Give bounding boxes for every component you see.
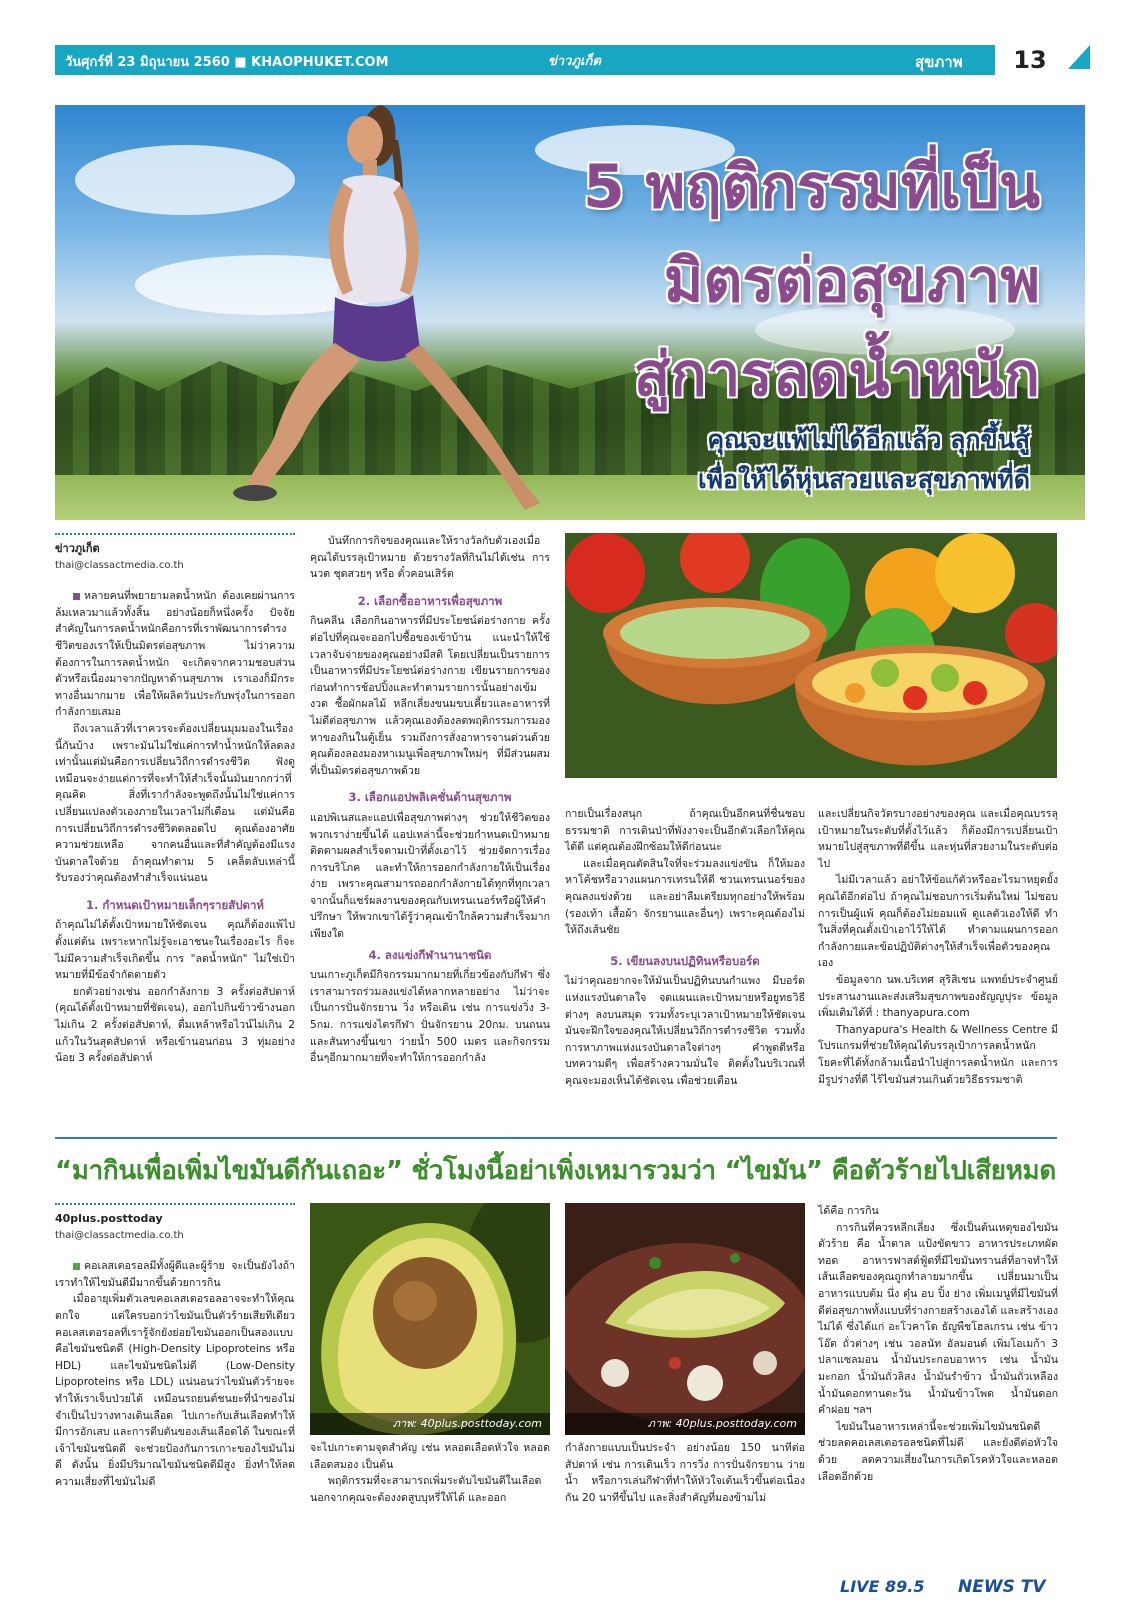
paragraph: ได้คือ การกิน [818,1205,879,1217]
hero-subtitle-line: คุณจะแพ้ไม่ได้อีกแล้ว ลุกขึ้นสู้ [707,425,1030,454]
salad-fruit-photo [565,533,1057,778]
article1-column-2 [310,533,550,1067]
section-name: สุขภาพ [915,53,963,71]
paragraph: Thanyapura's Health & Wellness Centre มีโปรแกรมที่ช่วยให้คุณได้บรรลุเป้าการลดน้ำหนัก โยคะที่ได้ทั้งกล้ามเนื้อนำไปสู่การลดน้ำหนัก และการมีรูปร่างที่ดี ไร้ไขมันส่วนเกินด้วยวิธีธรรมชาติ [818,1023,1058,1086]
avocado-photo [310,1203,550,1435]
live-radio-logo: LIVE 89.5 [840,1577,925,1596]
byline-email[interactable]: thai@classactmedia.co.th [55,559,184,571]
article1-column-3 [565,806,805,1090]
hero-title [480,140,1040,422]
hero-subtitle [575,420,1030,500]
paragraph: กินคลีน เลือกกินอาหารที่มีประโยชน์ต่อร่างกาย ครั้งต่อไปที่คุณจะออกไปซื้อของเข้าบ้าน แนะนำให้ใช้เวลาจับจ่ายของคุณอย่างมีสติ โดยเปลี่ยนเป็นรายการเป็นอาหารที่มีประโยชน์ต่อร่างกาย เขียนรายการของก่อนทำการช้อปปิ้งและทำตามรายการนั้นอย่างเข้มงวด ซื้อผักผลไม้ หลีกเลี่ยงขนมขบเคี้ยวและอาหารที่ไม่ดีต่อสุขภาพ แล้วคุณเองต้องลดพฤติกรรมการมองหาของกินในตู้เย็น รวมถึงการสั่งอาหารจานด่วนด้วย คุณต้องลองมองหาเมนูเพื่อสุขภาพใหม่ๆ ที่มีส่วนผสมที่เป็นมิตรต่อสุขภาพด้วย [310,615,550,777]
subheading: 5. เขียนลงบนปฏิทินหรือบอร์ด [610,953,760,968]
paragraph: และเมื่อคุณตัดสินใจที่จะร่วมลงแข่งขัน ก็ให้มองหาโค้ชหรือวางแผนการเทรนให้ดี ชวนเทรนเนอร์ของคุณลงแข่งด้วย และอย่าลืมเตรียมทุกอย่างให้พร้อม (รองเท้า เสื้อผ้า จักรยานและอื่นๆ) เพราะคุณต้องไม่ให้ถึงเส้นชัย [565,857,805,937]
section-divider [55,1137,1057,1139]
bullet-square-icon [73,593,80,600]
dish-illustration [565,1203,805,1435]
paragraph: หลายคนที่พยายามลดน้ำหนัก ต้องเคยผ่านการล้มเหลวมาแล้วทั้งสิ้น อย่างน้อยก็หนึ่งครั้ง ปัจจัยสำคัญในการลดน้ำหนักคือการที่เราพัฒนาการดำรงชีวิตของเราให้เป็นมิตรต่อสุขภาพ ไม่ว่าความต้องการในการลดน้ำหนัก จะเกิดจากความชอบส่วนตัวหรือเนื่องมาจากปัญหาด้านสุขภาพ เราเองก็มีกระทางอื่นมากมาย เพื่อให้ผลิตวันประกับพรุ่งในการออกกำลังกายเสมอ [55,590,295,719]
salad-bowls-illustration [565,533,1057,778]
header-bar [55,45,1065,75]
news-tv-logo: NEWS TV [958,1577,1046,1597]
paragraph: แอปพิเนสและแอปเพื่อสุขภาพต่างๆ ช่วยให้ชีวิตของพวกเราง่ายขึ้นได้ แอปเหล่านี้จะช่วยกำหนดเป้าหมาย ติดตามผลสำเร็จตามเป้าที่ตั้งเอาไว้ ช่วยจัดการเรื่องการบริโภค และทำให้การออกกำลังกายให้เป็นเรื่องง่าย เพราะคุณสามารถออกกำลังกายได้ทุกที่ทุกเวลา จากนั้นก็แชร์ผลงานของคุณกับเทรนเนอร์หรือผู้ให้คำปรึกษา ให้พวกเขาได้รู้ว่าคุณเข้าใกล้ความสำเร็จมากเพียงใด [310,811,550,941]
page-number: 13 [995,45,1065,75]
issue-date: วันศุกร์ที่ 23 มิถุนายน 2560 ■ KHAOPHUKET.COM [65,55,389,70]
paragraph: กายเป็นเรื่องสนุก ถ้าคุณเป็นอีกคนที่ชื่นชอบธรรมชาติ การเดินป่าที่พังงาจะเป็นอีกตัวเลือกให้คุณได้ดี แต่คุณต้องฝึกซ้อมให้ดีก่อนนะ [565,808,805,854]
subheading: 1. กำหนดเป้าหมายเล็กๆรายสัปดาห์ [85,897,265,912]
paragraph: ถึงเวลาแล้วที่เราควรจะต้องเปลี่ยนมุมมองในเรื่องนี้กันบ้าง เพราะมันไม่ใช่แค่การทำน้ำหนักให้ลดลงเท่านั้นแต่มันคือการเปลี่ยนวิถีการดำรงชีวิต ฟังดูเหมือนจะง่ายแต่การที่จะทำให้สำเร็จนั้นมันยากกว่าที่คุณคิด สิ่งที่เรากำลังจะพูดถึงนั้นไม่ใช่แค่การเปลี่ยนแปลงตัวเองภายในเวลาไม่กี่เดือน แต่มันคือการเปลี่ยนวิถีการดำรงชีวิตตลอดไป คุณต้องอาศัยความช่วยเหลือ จากคนอื่นและที่สำคัญต้องมีแรงบันดาลใจด้วย ถ้าคุณทำตาม 5 เคล็ดลับเหล่านี้ รับรองว่าคุณต้องทำสำเร็จแน่นอน [55,722,295,885]
paragraph: ถ้าคุณไม่ได้ตั้งเป้าหมายให้ชัดเจน คุณก็ต้องแพ้ไปตั้งแต่ต้น เพราะหากไม่รู้จะเอาชนะในเรื่องอะไร ก็จะไม่มีความสำเร็จเกิดขึ้น การ "ลดน้ำหนัก" ไม่ใช่เป้าหมายที่มีข้อจำกัดตายตัว [55,919,295,982]
paragraph: คอเลสเตอรอลมีทั้งผู้ดีและผู้ร้าย จะเป็นยังไงถ้าเราทำให้ไขมันดีมีมากขึ้นด้วยการกิน [55,1260,295,1289]
subheading: 3. เลือกแอปพลิเคชั่นด้านสุขภาพ [348,790,512,805]
footer-logos [840,1575,1065,1601]
steak-avocado-dish-photo [565,1203,805,1435]
paragraph: จะไปเกาะตามจุดสำคัญ เช่น หลอดเลือดหัวใจ หลอดเลือดสมอง เป็นต้น [310,1442,550,1471]
article1-column-4 [818,806,1058,1088]
dotted-rule [55,1203,295,1205]
paragraph: ข้อมูลจาก นพ.บริเทศ สุริสิเชน แพทย์ประจำศูนย์ประสานงานและส่งเสริมสุขภาพของธัญญปุระ ข้อมูลเพิ่มเติมได้ที่ : thanyapura.com [818,973,1058,1020]
hero-title-line: มิตรต่อสุขภาพ [663,246,1040,316]
paragraph: พฤติกรรมที่จะสามารถเพิ่มระดับไขมันดีในเลือด นอกจากคุณจะต้องงดสูบบุหรี่ให้ได้ และออก [310,1475,542,1504]
paragraph: กำลังกายแบบเป็นประจำ อย่างน้อย 150 นาทีต่อสัปดาห์ เช่น การเดินเร็ว การวิ่ง การปั่นจักรยาน ว่ายน้ำ หรือการเล่นกีฬาที่ทำให้หัวใจเต้นเร็วขึ้นต่อเนื่องกัน 20 นาทีขึ้นไป และสิ่งสำคัญที่มองข้ามไม่ [565,1442,805,1504]
paragraph: เมื่ออายุเพิ่มตัวเลขคอเลสเตอรอลอาจจะทำให้คุณตกใจ แต่ใครบอกว่าไขมันเป็นตัวร้ายเสียทีเดียว คอเลสเตอรอลที่เรารู้จักยังย่อยไขมันออกเป็นสองแบบ คือไขมันชนิดดี (High-Density Lipoproteins หรือ HDL) และไขมันชนิดไม่ดี (Low-Density Lipoproteins หรือ LDL) แน่นอนว่าไขมันตัวร้ายจะทำให้เราเจ็บป่วยได้ เหมือนรถยนต์ชนยะที่นำของไม่จำเป็นไปวางทางเดินเลือด ไปเกาะกับเส้นเลือดทำให้มีการอักเสบ และการตีบตันของเส้นเลือดได้ ในขณะที่เจ้าไขมันชนิดดี จะช่วยป้องกันการเกาะของไขมันไม่ดี ดังนั้น ยิ่งมีปริมาณไขมันชนิดดีมีสูง ยิ่งทำให้ลดความเสี่ยงที่ไขมันไม่ดี [55,1293,295,1488]
paragraph: บันทึกการกิจของคุณและให้รางวัลกับตัวเองเมื่อคุณได้บรรลุเป้าหมาย ด้วยรางวัลที่กินไม่ได้เช่น การนวด ชุดสวยๆ หรือ ตั๋วคอนเสิร์ต [310,535,550,581]
article2-column-3 [565,1440,805,1506]
paragraph: ยกตัวอย่างเช่น ออกกำลังกาย 3 ครั้งต่อสัปดาห์ (คุณได้ตั้งเป้าหมายที่ชัดเจน), ออกไปกินข้าวข้างนอกไม่เกิน 2 ครั้งต่อสัปดาห์, ดื่มเหล้าหรือไวน์ไม่เกิน 2 แก้วในวันสุดสัปดาห์ หรือเข้านอนก่อน 3 ทุ่มอย่างน้อย 3 ครั้งต่อสัปดาห์ [55,985,295,1065]
paragraph: ไม่มีเวลาแล้ว อย่าให้ข้อแก้ตัวหรืออะไรมาหยุดยั้งคุณได้อีกต่อไป ถ้าคุณไม่ชอบการเริ่มต้นใหม่ ไม่ชอบการเป็นผู้แพ้ คุณก็ต้องไม่ยอมแพ้ ดูแลตัวเองให้ดี ทำในสิ่งที่คุณตั้งเป้าเอาไว้ให้ได้ ทำตามแผนการออกกำลังกายและข้อปฏิบัติต่างๆให้สำเร็จเพื่อตัวของคุณเอง [818,874,1058,970]
newspaper-logo: ข่าวภูเก็ต [548,54,601,69]
byline: 40plus.posttoday [55,1212,163,1225]
paragraph: ไม่ว่าคุณอยากจะให้มันเป็นปฏิทินบนกำแพง มีบอร์ดแห่งแรงบันดาลใจ จดแผนและเป้าหมายหรือยูทธวิธีต่างๆ ลงบนสมุด รวมทั้งระบุเวลาเป้าหมายให้ชัดเจน มันจะฝึกใจของคุณให้เปลี่ยนวิถีการดำรงชีวิต รวมทั้งการหาภาพแห่งแรงบันดาลใจต่างๆ คำพูดดีหรือบทความดีๆ เพื่อสร้างความมั่นใจ ติดตั้งในบริเวณที่คุณจะมองเห็นได้ชัดเจน เพื่อช่วยเตือน [565,975,805,1087]
paragraph: และเปลี่ยนกิจวัตรบางอย่างของคุณ และเมื่อคุณบรรลุเป้าหมายในระดับที่ตั้งไว้แล้ว ก็ต้องมีการเปลี่ยนเป้าหมายไปสู่สุขภาพที่ดีขึ้น และหุ่นที่สวยงามในระดับต่อไป [818,808,1058,870]
article2-headline: “มากินเพื่อเพิ่มไขมันดีกันเถอะ” ชั่วโมงนี้อย่าเพิ่งเหมารวมว่า “ไขมัน” คือตัวร้ายไปเสียหมด [55,1156,1056,1186]
hero-title-line: สู่การลดน้ำหนัก [633,340,1040,410]
subheading: 2. เลือกซื้ออาหารเพื่อสุขภาพ [357,593,503,608]
article2-column-4 [818,1203,1058,1485]
paragraph: การกินที่ควรหลีกเลี่ยง ซึ่งเป็นต้นเหตุของไขมันตัวร้าย คือ น้ำตาล แป้งขัดขาว อาหารประเภทผัดทอด อาหารฟาสต์ฟู้ดที่มีไขมันทรานส์ที่อาจทำให้เส้นเลือดของคุณถูกทำลายมากขึ้น เปลี่ยนมาเป็นอาหารแบบต้ม นึ่ง ตุ๋น อบ ปิ้ง ย่าง เพิ่มเมนูที่มีไขมันที่ดีต่อสุขภาพทั้งแบบที่ร่างกายสร้างเองได้ และสร้างเองไม่ได้ ซึ่งได้แก่ อะโวคาโด ธัญพืชโฮลเกรน เช่น ข้าวโอ๊ต ถั่วต่างๆ เช่น วอลนัท อัลมอนด์ เพิ่มโอเมก้า 3 ปลาแซลมอน น้ำมันประกอบอาหาร เช่น น้ำมันมะกอก น้ำมันถั่วลิสง น้ำมันรำข้าว น้ำมันถั่วเหลือง น้ำมันดอกทานตะวัน น้ำมันข้าวโพด น้ำมันดอกคำฝอย ฯลฯ [818,1221,1058,1417]
article1-column-1 [55,533,295,1067]
hero-image [55,105,1085,520]
paragraph: บนเกาะภูเก็ตมีกิจกรรมมากมายที่เกี่ยวข้องกับกีฬา ซึ่งเราสามารถร่วมลงแข่งได้หลากหลายอย่าง ไม่ว่าจะเป็นการปั่นจักรยาน วิ่ง หรือเดิน เช่น การแข่งวิ่ง 3-5กม. การแข่งไตรกีฬา ปั่นจักรยาน 20กม. บนถนนและสันทางขึ้นเขา ว่ายน้ำ 500 เมตร และกิจกรรมอื่นๆอีกมากมายที่จะทำให้การออกกำลัง [310,969,550,1065]
byline-email[interactable]: thai@classactmedia.co.th [55,1229,184,1241]
corner-arrow-icon [1068,45,1090,69]
subheading: 4. ลงแข่งกีฬานานาชนิด [368,947,492,962]
article2-column-2 [310,1440,550,1506]
hero-subtitle-line: เพื่อให้ได้หุ่นสวยและสุขภาพที่ดี [698,465,1030,494]
avocado-illustration [310,1203,550,1435]
dotted-rule [55,533,295,535]
byline: ข่าวภูเก็ต [55,542,100,555]
bullet-square-icon [73,1263,80,1270]
photo-credit: ภาพ: 40plus.posttoday.com [565,1413,805,1435]
article2-column-1 [55,1203,295,1491]
photo-credit: ภาพ: 40plus.posttoday.com [310,1413,550,1435]
hero-title-line: 5 พฤติกรรมที่เป็น [583,152,1040,222]
paragraph: ไขมันในอาหารเหล่านี้จะช่วยเพิ่มไขมันชนิดดี ช่วยลดคอเลสเตอรอลชนิดที่ไม่ดี และยังดีต่อหัวใจด้วย ลดความเสี่ยงในการเกิดโรคหัวใจและหลอดเลือดอีกด้วย [818,1420,1058,1483]
